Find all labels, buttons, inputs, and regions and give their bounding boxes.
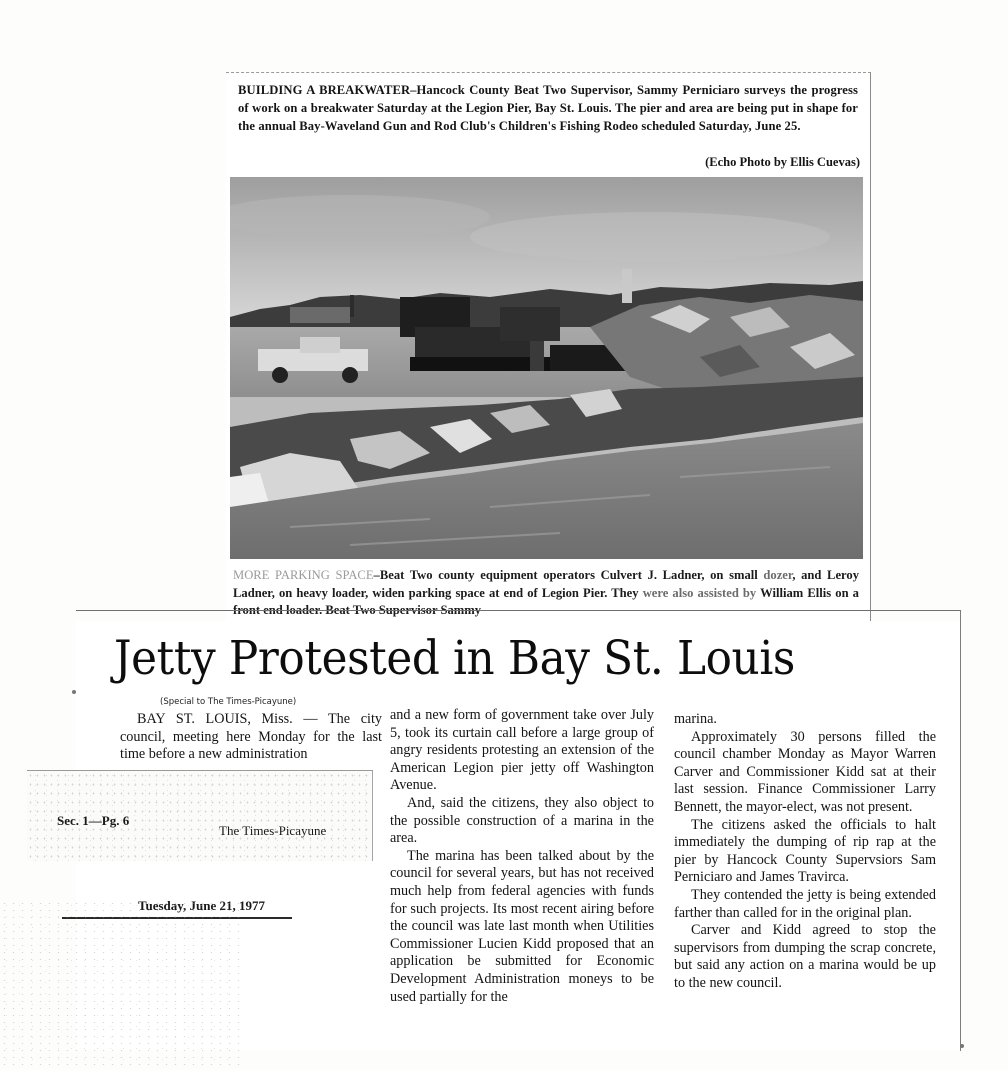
photo-credit: (Echo Photo by Ellis Cuevas) [705,155,860,169]
scan-noise [0,900,240,1070]
caption-bottom-line2: , and Leroy Ladner, on heavy loader, widen parking space at end of Legion Pier. They [233,568,859,600]
caption-bottom-line3: William Ellis on a front end loader. Beat Two Supervisor Sammy [233,585,859,617]
col2-paragraph: And, said the citizens, they also object to the possible construction of a marina in the area. [390,794,654,847]
folio-paper-name: The Times-Picayune [219,823,327,838]
article-special-byline: (Special to The Times-Picayune) [160,697,297,707]
article-column-1 [120,711,382,764]
caption-bottom-line2-dim: dozer [763,568,793,582]
col3-paragraph: The citizens asked the officials to halt immediately the dumping of rip rap at the pier by Hancock County Supervsiors Sam Perniciaro and James Travirca. [674,816,936,886]
col3-paragraph: They contended the jetty is being extended farther than called for in the original plan. [674,886,936,921]
article-headline: Jetty Protested in Bay St. Louis [114,631,795,686]
col3-paragraph: Carver and Kidd agreed to stop the supervisors from dumping the scrap concrete, but said any action on a marina would be up to the new council. [674,922,936,991]
breakwater-photo [230,177,863,559]
col2-paragraph: The marina has been talked about by the council for several years, but has not received much help from federal agencies with funds for such projects. Its most recent airing before the council was late last month when Utilities Commissioner Lucien Kidd proposed that an application be submitted for Economic Development Administration moneys to be used partially for the [390,847,654,1005]
scan-dot [72,690,76,694]
photo-clipping [226,72,871,633]
col3-paragraph: marina. [674,711,717,727]
breakwater-photo-image [230,177,863,559]
caption-bottom-lead: MORE PARKING SPACE [233,568,374,582]
col1-paragraph: BAY ST. LOUIS, Miss. — The city council, meeting here Monday for the last time before a new administration [120,711,382,763]
caption-bottom-line3-dim: were also assisted by [642,585,757,600]
folio-strip [27,770,373,861]
col2-paragraph: and a new form of government take over July 5, took its curtain call before a large group of angry residents protesting an extension of the American Legion pier jetty off Washington Avenue. [390,707,654,794]
folio-section-page: Sec. 1—Pg. 6 [57,813,130,828]
folio-date: Tuesday, June 21, 1977 [138,898,266,913]
scan-dot [960,1044,964,1048]
article-column-2 [390,707,654,1006]
col3-paragraph: Approximately 30 persons filled the council chamber Monday as Mayor Warren Carver and Commissioner Kidd sat at their last session. Finance Commissioner Larry Bennett, the mayor-elect, was not present. [674,728,936,815]
photo-caption-top [238,81,858,135]
caption-top-lead: BUILDING A BREAKWATER– [238,83,417,97]
article-column-3 [674,711,936,993]
caption-top-text: Hancock County Beat Two Supervisor, Sammy Perniciaro surveys the progress of work on a breakwater Saturday at the Legion Pier, Bay St. Louis. The pier and area are being put in shape for the annual Bay-Waveland Gun and Rod Club's Children's Fishing Rodeo scheduled Saturday, June 25. [238,83,858,133]
caption-bottom-line1: –Beat Two county equipment operators Culvert J. Ladner, on small [373,568,758,582]
